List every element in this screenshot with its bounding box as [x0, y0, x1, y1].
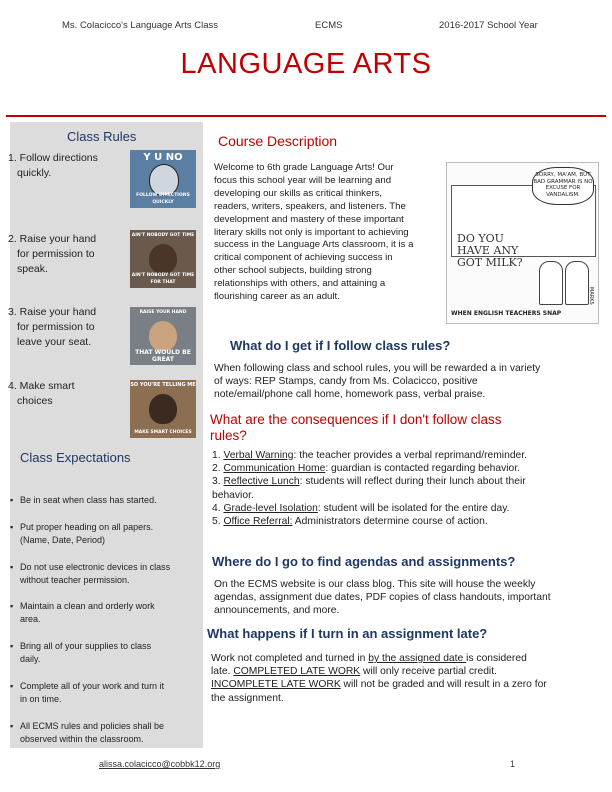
- meme-4-bottom-text: MAKE SMART CHOICES: [134, 430, 192, 435]
- course-line: readers, writers, speakers, and listeners. The: [214, 200, 406, 212]
- figure-icon: [565, 261, 589, 305]
- rule-2: [8, 232, 118, 277]
- consequence-item: 3. Reflective Lunch: students will reflect during their lunch about their: [212, 476, 526, 488]
- meme-face-icon: [149, 244, 177, 274]
- expectation-line: Do not use electronic devices in class: [20, 562, 171, 572]
- teacher-email-link[interactable]: alissa.colacicco@cobbk12.org: [99, 759, 221, 769]
- course-line: relationships with others, and attaining a: [214, 278, 386, 290]
- expectation-line: All ECMS rules and policies shall be: [20, 721, 165, 731]
- late-line: late. COMPLETED LATE WORK will only receive partial credit.: [211, 666, 497, 678]
- expectation-line: Bring all of your supplies to class: [20, 641, 152, 651]
- speech-bubble: SORRY, MA'AM, BUT BAD GRAMMAR IS NO EXCUSE FOR VANDALISM.: [532, 167, 594, 205]
- meme-face-icon: [149, 321, 177, 351]
- consequences-heading-line1: What are the consequences if I don't follow class: [210, 412, 502, 427]
- course-description-text: [214, 162, 442, 304]
- bullet-icon: ▪: [10, 681, 14, 691]
- bullet-icon: ▪: [10, 601, 14, 611]
- rule-2-line3: speak.: [17, 263, 48, 275]
- rule-2-line2: for permission to: [17, 248, 95, 260]
- course-line: success in the Language Arts classroom, it is a: [214, 239, 414, 251]
- meme-image-3: [130, 307, 196, 365]
- expectation-item: [10, 521, 196, 546]
- expectation-line: observed within the classroom.: [20, 733, 144, 744]
- follow-rules-heading: What do I get if I follow class rules?: [230, 338, 451, 353]
- course-line: development and mastery of these important: [214, 213, 404, 225]
- meme-image-2: [130, 230, 196, 288]
- expectation-line: Put proper heading on all papers.: [20, 522, 154, 532]
- bullet-icon: ▪: [10, 495, 14, 505]
- meme-3-top-text: RAISE YOUR HAND: [139, 310, 187, 315]
- rule-3-line1: 3. Raise your hand: [8, 306, 97, 318]
- bullet-icon: ▪: [10, 721, 14, 731]
- agendas-line: agendas, assignment due dates, PDF copies of class handouts, important: [214, 592, 551, 604]
- expectation-item: [10, 561, 196, 586]
- course-line: developing our skills as critical thinkers,: [214, 187, 382, 199]
- agendas-line: On the ECMS website is our class blog. This site will house the weekly: [214, 579, 536, 590]
- rule-3: [8, 305, 118, 350]
- rule-2-line1: 2. Raise your hand: [8, 233, 97, 245]
- bullet-icon: ▪: [10, 522, 14, 532]
- class-rules-heading: Class Rules: [67, 129, 137, 144]
- consequences-heading-line2: rules?: [210, 428, 247, 443]
- page-number: 1: [510, 759, 516, 769]
- rule-1-line1: 1. Follow directions: [8, 152, 98, 164]
- expectation-line: (Name, Date, Period): [20, 534, 106, 545]
- late-work-heading: What happens if I turn in an assignment late?: [207, 626, 488, 641]
- class-expectations-heading: Class Expectations: [20, 450, 131, 465]
- expectation-line: area.: [20, 613, 41, 624]
- meme-4-top-text: SO YOU'RE TELLING ME: [130, 382, 196, 388]
- course-line: focus this school year will be learning and: [214, 174, 392, 186]
- meme-1-top-text: Y U NO: [143, 152, 183, 163]
- chalkboard-text: DO YOU HAVE ANY GOT MILK?: [457, 232, 523, 269]
- consequence-item: behavior.: [212, 489, 254, 501]
- follow-line: note/email/phone call home, homework pass, verbal praise.: [214, 389, 486, 401]
- expectation-line: Be in seat when class has started.: [20, 495, 157, 505]
- bullet-icon: ▪: [10, 562, 14, 572]
- course-line: flourishing career as an adult.: [214, 291, 340, 303]
- late-line: Work not completed and turned in by the assigned date is considered: [211, 653, 527, 664]
- consequences-list: [212, 449, 572, 528]
- consequences-heading: [210, 412, 501, 444]
- expectation-line: Maintain a clean and orderly work: [20, 601, 155, 611]
- english-teacher-cartoon: [446, 162, 599, 324]
- consequence-item: 1. Verbal Warning: the teacher provides a verbal reprimand/reminder.: [212, 450, 527, 461]
- bullet-icon: ▪: [10, 641, 14, 651]
- consequence-item: 4. Grade-level Isolation: student will be isolated for the entire day.: [212, 502, 510, 514]
- agendas-line: announcements, and more.: [214, 605, 340, 617]
- agendas-text: [214, 578, 584, 618]
- expectation-item: [10, 600, 196, 625]
- meme-image-1: [130, 150, 196, 208]
- meme-face-icon: [149, 394, 177, 424]
- meme-2-top-text: AIN'T NOBODY GOT TIME: [131, 233, 195, 238]
- late-line: the assignment.: [211, 692, 284, 704]
- figure-icon: [539, 261, 563, 305]
- course-line: Welcome to 6th grade Language Arts! Our: [214, 162, 394, 173]
- course-line: critical component of achieving success in: [214, 252, 393, 264]
- consequence-item: 5. Office Referral: Administrators determine course of action.: [212, 516, 488, 528]
- page-title: LANGUAGE ARTS: [180, 48, 432, 80]
- cartoon-caption: WHEN ENGLISH TEACHERS SNAP: [451, 310, 562, 317]
- late-line: INCOMPLETE LATE WORK will not be graded and will result in a zero for: [211, 679, 547, 691]
- rule-3-line2: for permission to: [17, 321, 95, 333]
- rule-4-line1: 4. Make smart: [8, 380, 75, 392]
- rule-1-line2: quickly.: [17, 167, 52, 179]
- rule-3-line3: leave your seat.: [17, 336, 92, 348]
- agendas-heading: Where do I go to find agendas and assignments?: [212, 554, 516, 569]
- expectation-line: Complete all of your work and turn it: [20, 681, 165, 691]
- expectation-line: without teacher permission.: [20, 574, 130, 585]
- rule-4-line2: choices: [17, 395, 53, 407]
- consequence-item: 2. Communication Home: guardian is contacted regarding behavior.: [212, 463, 520, 475]
- expectation-item: [10, 680, 196, 705]
- header-teacher: Ms. Colacicco's Language Arts Class: [62, 20, 218, 31]
- meme-image-4: [130, 380, 196, 438]
- course-line: other school subjects, building strong: [214, 265, 372, 277]
- follow-rules-text: [214, 362, 584, 402]
- expectation-item: [10, 640, 196, 665]
- follow-line: When following class and school rules, you will be rewarded a in variety: [214, 363, 541, 374]
- cartoon-signature: MARKS: [588, 287, 594, 305]
- expectation-item: [10, 720, 196, 745]
- follow-line: of ways: REP Stamps, candy from Ms. Colacicco, positive: [214, 376, 478, 388]
- expectation-item: [10, 494, 196, 507]
- course-description-heading: Course Description: [218, 133, 338, 149]
- header-school: ECMS: [315, 20, 343, 31]
- meme-1-bottom-text: FOLLOW DIRECTIONS QUICKLY: [136, 193, 190, 205]
- rule-1: [8, 151, 118, 181]
- rule-4: [8, 379, 118, 409]
- title-divider: [6, 115, 606, 117]
- header-year: 2016-2017 School Year: [439, 20, 538, 31]
- expectation-line: in on time.: [20, 693, 62, 704]
- course-line: literary skills not only is important to achieving: [214, 226, 409, 238]
- meme-2-bottom-text: AIN'T NOBODY GOT TIME FOR THAT: [131, 273, 195, 285]
- meme-3-bottom-text: THAT WOULD BE GREAT: [135, 349, 191, 363]
- late-work-text: [211, 652, 581, 705]
- expectation-line: daily.: [20, 653, 41, 664]
